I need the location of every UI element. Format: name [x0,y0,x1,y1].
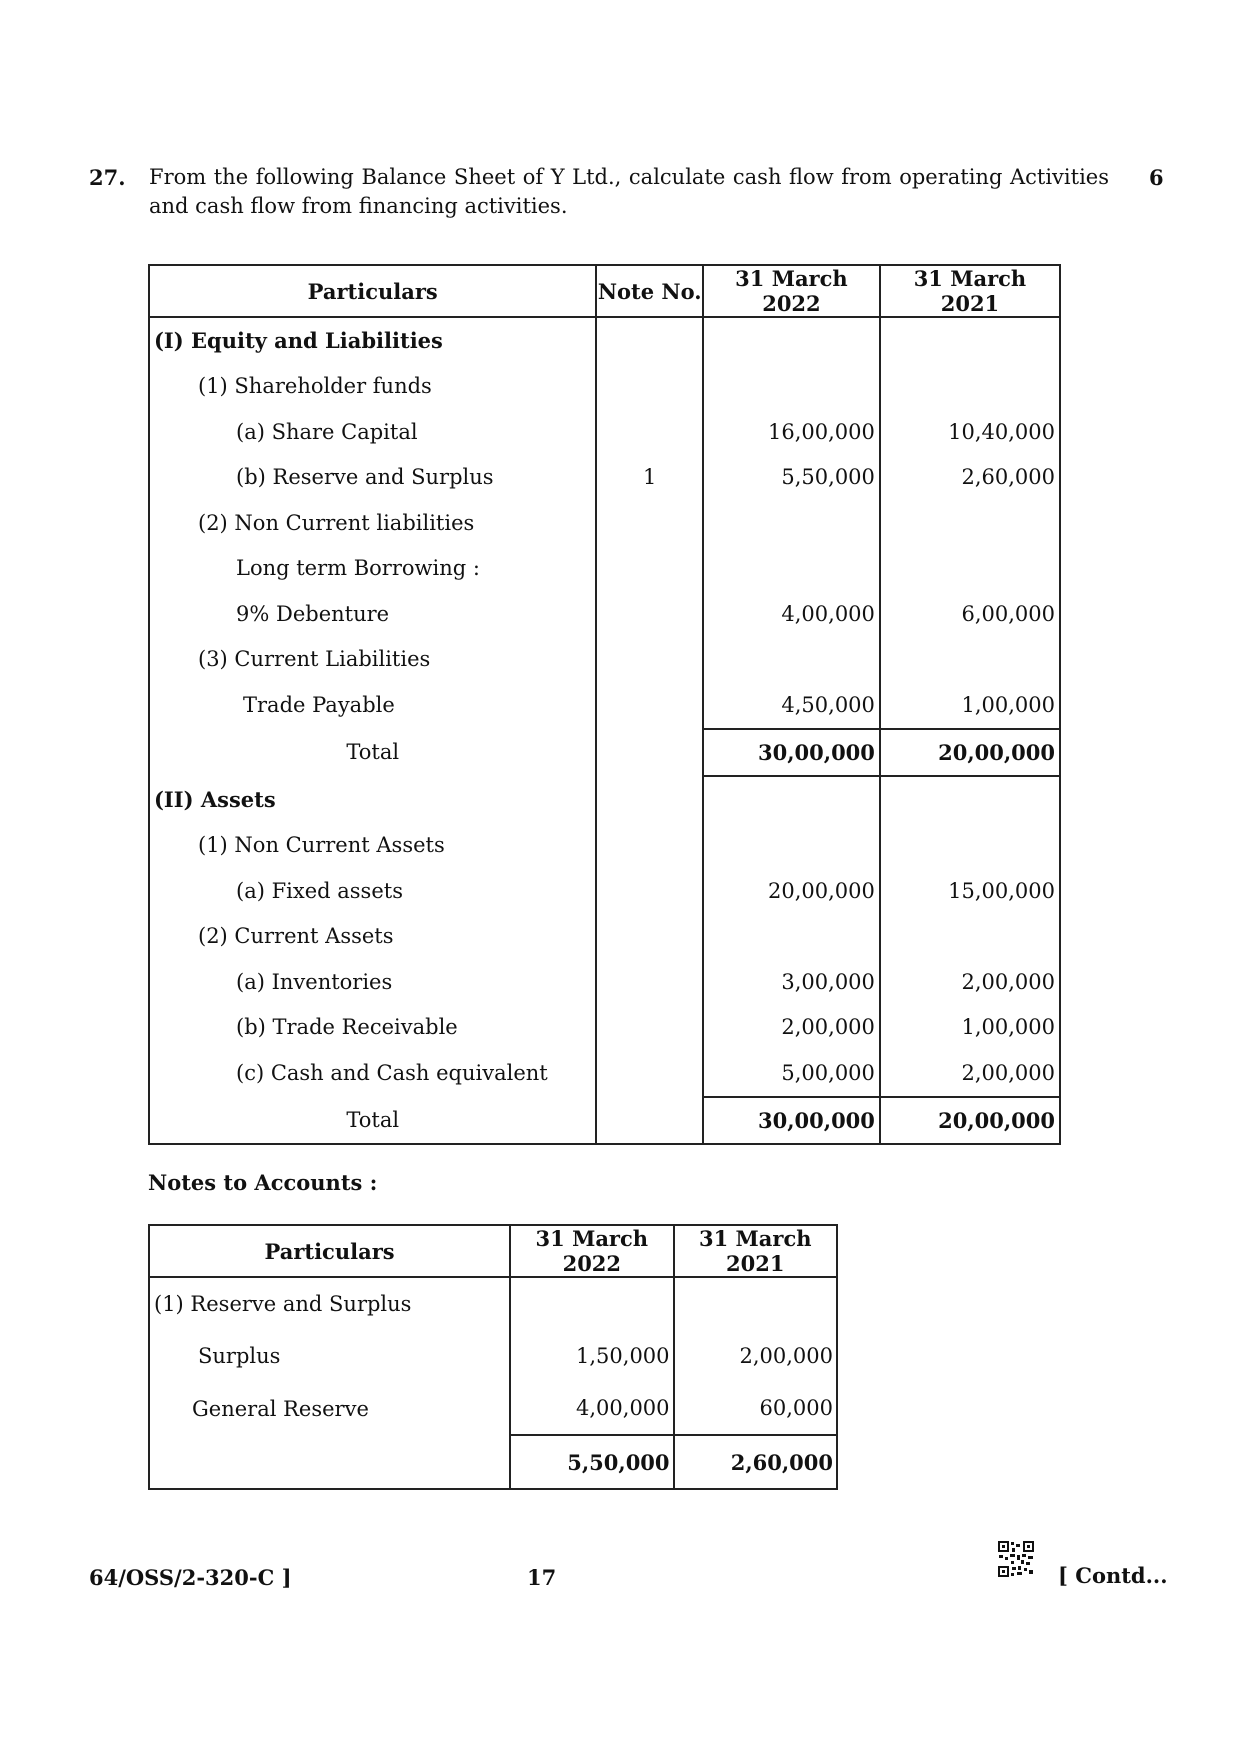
total-label: Total [149,1097,596,1145]
row-note [596,637,703,683]
row-2022 [703,546,880,592]
row-note [596,317,703,364]
row-2022: 4,50,000 [703,682,880,729]
table-row [149,1382,837,1435]
row-label: (2) Current Assets [149,914,596,960]
row-note [596,500,703,546]
row-2021 [674,1277,837,1330]
table-row [149,455,1060,501]
header-2021: 31 March 2021 [674,1225,837,1277]
question-text: From the following Balance Sheet of Y Ltd., calculate cash flow from operating Activities and cash flow from financing activities. [149,165,1109,218]
row-2021 [880,637,1060,683]
row-2021: 2,00,000 [880,1050,1060,1097]
row-label: (2) Non Current liabilities [149,500,596,546]
table-row [149,1005,1060,1051]
notes-heading: Notes to Accounts : [148,1170,378,1195]
total-2021: 20,00,000 [880,729,1060,777]
question-marks: 6 [1149,165,1164,190]
continued-label: [ Contd... [1058,1563,1168,1588]
row-2021: 60,000 [674,1382,837,1435]
header-particulars: Particulars [149,1225,510,1277]
row-note [596,546,703,592]
row-2021: 6,00,000 [880,591,1060,637]
row-2022: 1,50,000 [510,1330,673,1382]
row-note [596,591,703,637]
total-2022: 30,00,000 [703,1097,880,1145]
sum-2021: 2,60,000 [674,1435,837,1489]
row-label: (1) Shareholder funds [149,364,596,410]
row-2022 [510,1277,673,1330]
header-2021: 31 March 2021 [880,265,1060,317]
row-label: 9% Debenture [149,591,596,637]
row-label: (3) Current Liabilities [149,637,596,683]
row-2022 [703,637,880,683]
row-2021 [880,776,1060,823]
row-2021: 1,00,000 [880,1005,1060,1051]
row-2021: 15,00,000 [880,868,1060,914]
header-2022: 31 March 2022 [510,1225,673,1277]
row-label: (II) Assets [149,776,596,823]
table-row [149,409,1060,455]
row-note [596,409,703,455]
table-row [149,1277,837,1330]
total-label: Total [149,729,596,777]
row-label: (c) Cash and Cash equivalent [149,1050,596,1097]
row-note [596,682,703,729]
sum-2022: 5,50,000 [510,1435,673,1489]
row-2021 [880,500,1060,546]
row-note: 1 [596,455,703,501]
row-note [596,364,703,410]
row-note [596,1050,703,1097]
header-particulars: Particulars [149,265,596,317]
row-2022: 4,00,000 [510,1382,673,1435]
row-label [149,1435,510,1489]
row-2022 [703,914,880,960]
row-2022: 4,00,000 [703,591,880,637]
table-row [149,776,1060,823]
row-label: (a) Share Capital [149,409,596,455]
row-2021: 2,00,000 [674,1330,837,1382]
row-2022: 3,00,000 [703,959,880,1005]
row-note [596,1097,703,1145]
row-label: (a) Fixed assets [149,868,596,914]
table-row [149,546,1060,592]
row-2022: 5,50,000 [703,455,880,501]
table-row [149,317,1060,364]
sum-row [149,1435,837,1489]
row-label: General Reserve [149,1382,510,1435]
row-2022 [703,364,880,410]
page-number: 17 [527,1565,557,1590]
row-2021 [880,364,1060,410]
total-2022: 30,00,000 [703,729,880,777]
table-row [149,591,1060,637]
row-note [596,959,703,1005]
row-label: (b) Trade Receivable [149,1005,596,1051]
row-note [596,823,703,869]
table-header-row [149,1225,837,1277]
row-2022: 20,00,000 [703,868,880,914]
table-row [149,637,1060,683]
table-row [149,914,1060,960]
row-note [596,729,703,777]
row-label: Long term Borrowing : [149,546,596,592]
row-2021: 10,40,000 [880,409,1060,455]
row-label: (1) Reserve and Surplus [149,1277,510,1330]
row-2021 [880,317,1060,364]
qr-code-icon [997,1540,1035,1578]
row-2022 [703,823,880,869]
table-header-row [149,265,1060,317]
row-2021 [880,546,1060,592]
row-2022 [703,776,880,823]
question-number: 27. [89,165,126,190]
row-2021 [880,823,1060,869]
row-2022: 16,00,000 [703,409,880,455]
row-note [596,1005,703,1051]
total-row [149,1097,1060,1145]
row-2022: 2,00,000 [703,1005,880,1051]
row-2021: 2,00,000 [880,959,1060,1005]
table-row [149,823,1060,869]
row-note [596,914,703,960]
row-label: Trade Payable [149,682,596,729]
table-row [149,364,1060,410]
table-row [149,1330,837,1382]
table-row [149,682,1060,729]
row-note [596,776,703,823]
row-label: (1) Non Current Assets [149,823,596,869]
table-row [149,1050,1060,1097]
table-row [149,959,1060,1005]
row-label: (b) Reserve and Surplus [149,455,596,501]
row-label: (a) Inventories [149,959,596,1005]
total-row [149,729,1060,777]
balance-sheet-table [148,264,1061,1145]
row-2021: 2,60,000 [880,455,1060,501]
row-label: Surplus [149,1330,510,1382]
row-note [596,868,703,914]
row-label: (I) Equity and Liabilities [149,317,596,364]
header-2022: 31 March 2022 [703,265,880,317]
table-row [149,500,1060,546]
table-row [149,868,1060,914]
notes-table [148,1224,838,1490]
total-2021: 20,00,000 [880,1097,1060,1145]
row-2022 [703,317,880,364]
row-2022: 5,00,000 [703,1050,880,1097]
row-2021 [880,914,1060,960]
header-note-no: Note No. [596,265,703,317]
paper-code: 64/OSS/2-320-C ] [89,1565,292,1590]
row-2021: 1,00,000 [880,682,1060,729]
row-2022 [703,500,880,546]
